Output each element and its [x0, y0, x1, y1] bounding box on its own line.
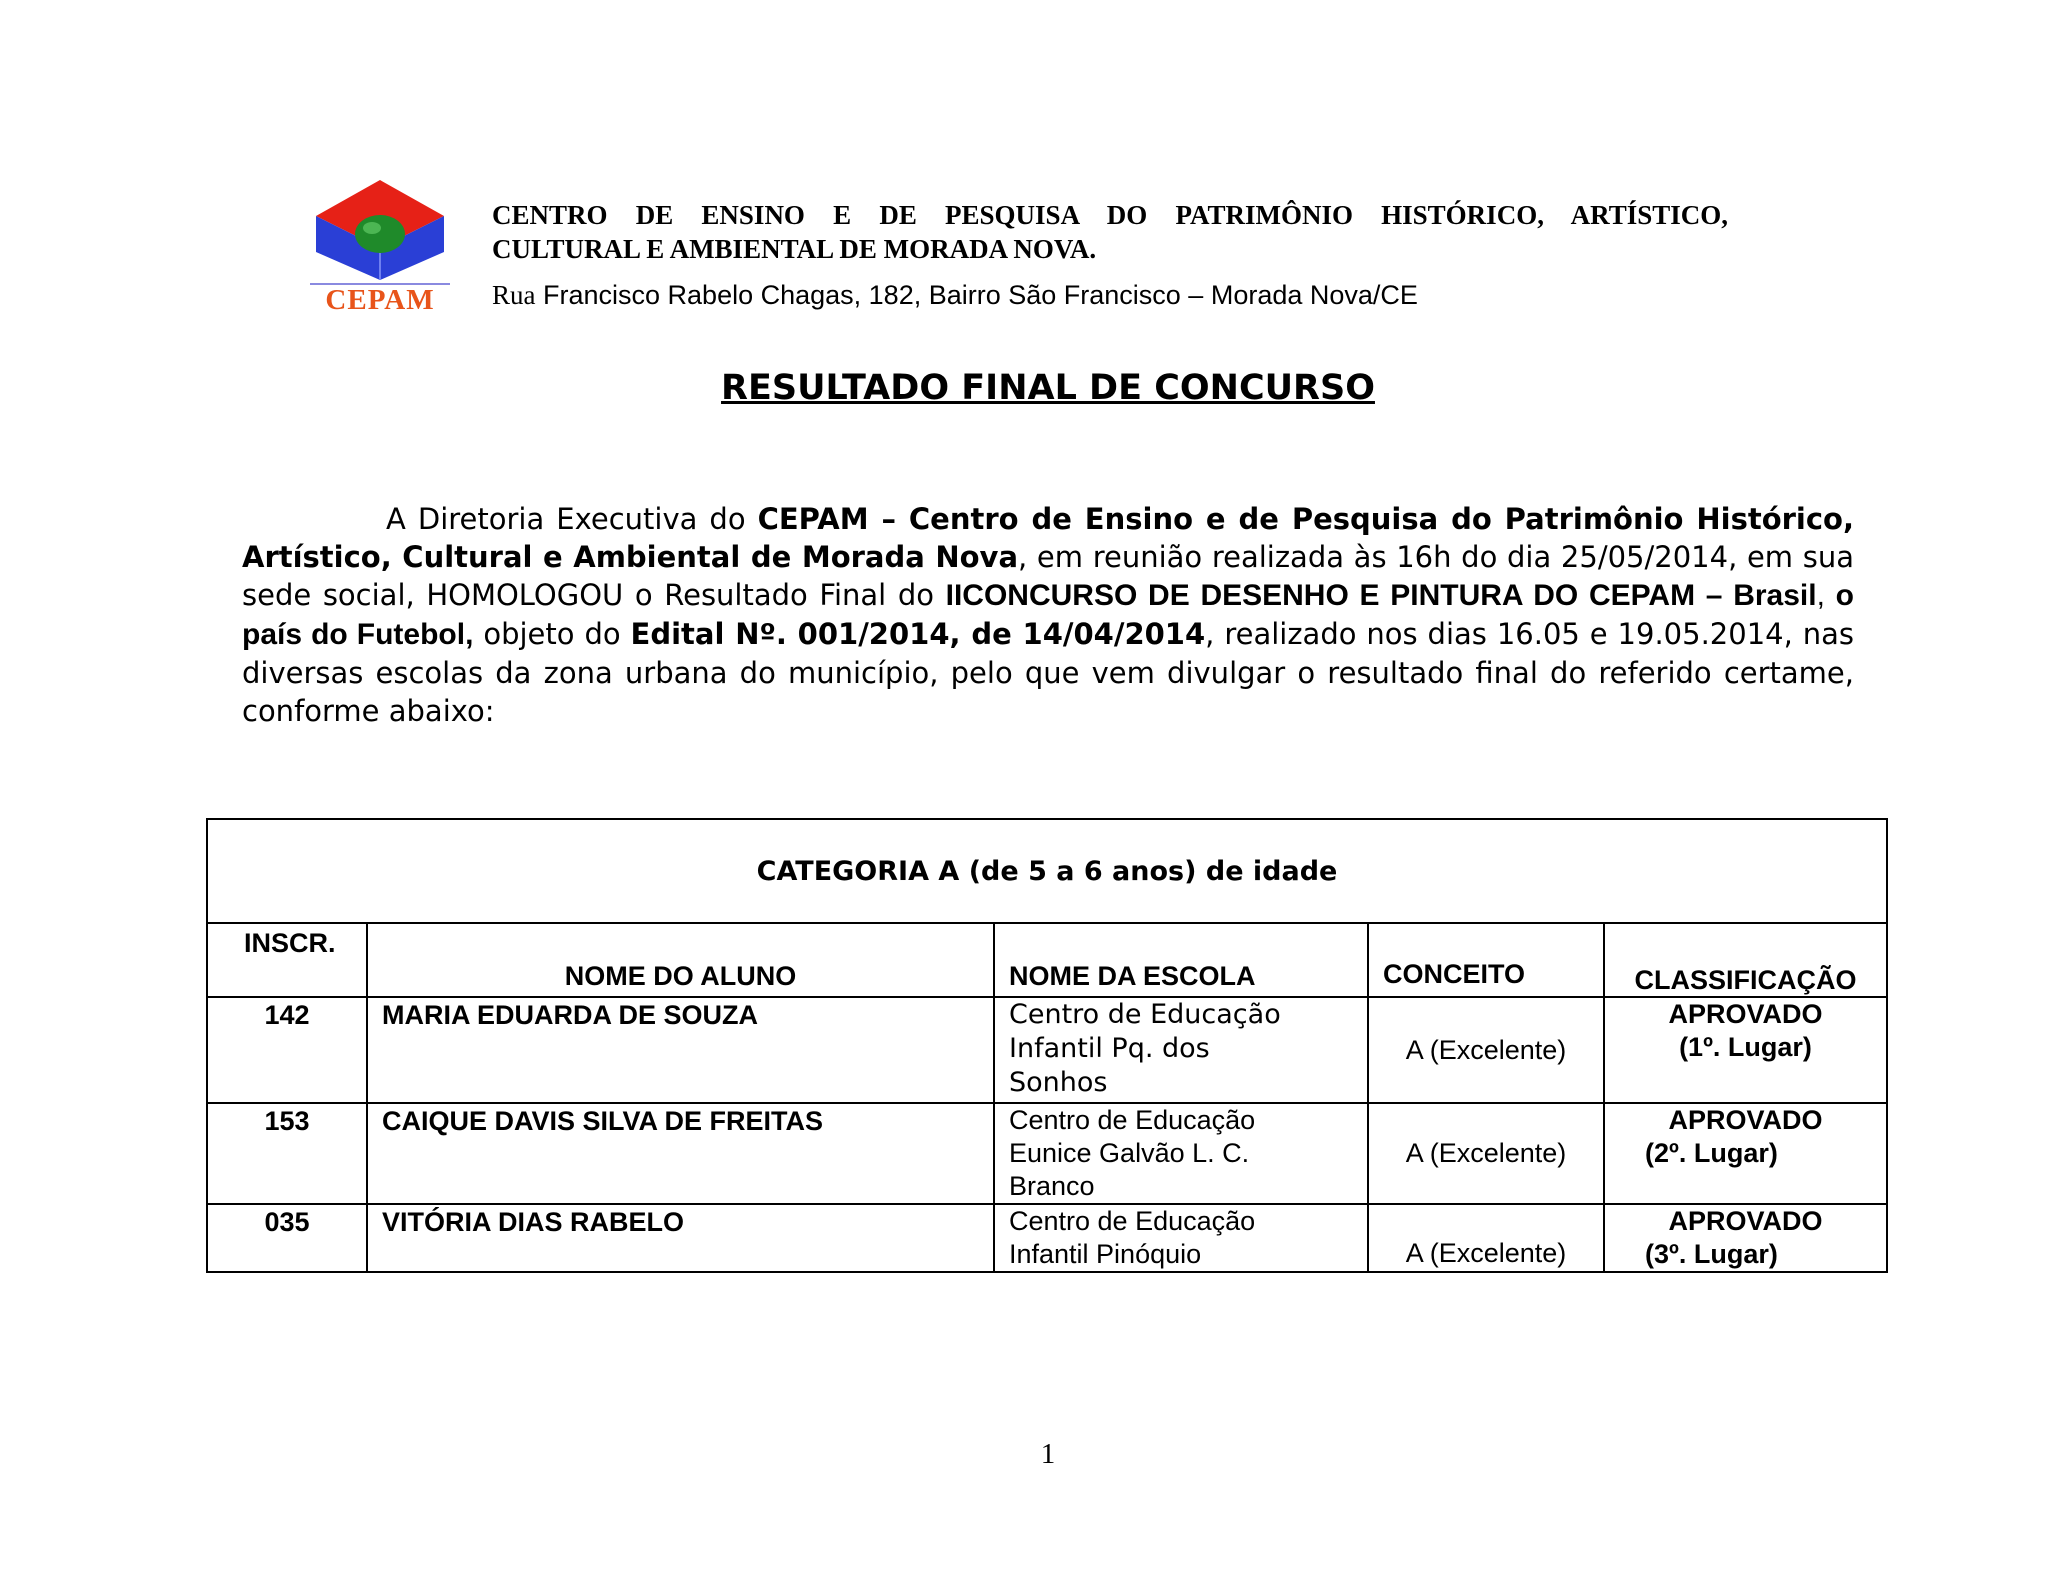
- cell-classificacao: [1604, 1204, 1887, 1272]
- table-row: [207, 1204, 1887, 1272]
- cell-inscr: 142: [207, 997, 367, 1103]
- category-title: CATEGORIA A (de 5 a 6 anos) de idade: [207, 819, 1887, 923]
- escola-line: Eunice Galvão L. C.: [1009, 1138, 1250, 1168]
- header-nome-escola: NOME DA ESCOLA: [994, 923, 1368, 997]
- cell-inscr: 035: [207, 1204, 367, 1272]
- result-status: APROVADO: [1668, 1206, 1823, 1236]
- cell-classificacao: [1604, 1103, 1887, 1204]
- escola-line: Centro de Educação: [1009, 999, 1281, 1030]
- org-name-line2: CULTURAL E AMBIENTAL DE MORADA NOVA.: [492, 234, 1097, 264]
- intro-paragraph: [242, 500, 1854, 730]
- logo-emblem-icon: [306, 176, 454, 286]
- header-conceito: CONCEITO: [1368, 923, 1604, 997]
- intro-text-4: , realizado nos dias 16.05 e 19.05.2014, nas diversas escolas da zona urbana do município, pelo que vem divulgar o resultado final do referido certame, conforme abaixo:: [242, 617, 1854, 728]
- result-status: APROVADO: [1668, 1105, 1823, 1135]
- cell-nome-aluno: VITÓRIA DIAS RABELO: [367, 1204, 994, 1272]
- cell-nome-escola: [994, 1103, 1368, 1204]
- header-classificacao: CLASSIFICAÇÃO: [1604, 923, 1887, 997]
- cell-conceito: A (Excelente): [1368, 1103, 1604, 1204]
- cell-nome-escola: [994, 997, 1368, 1103]
- cepam-logo: [306, 176, 454, 316]
- header-inscr: INSCR.: [207, 923, 367, 997]
- result-place: (2º. Lugar): [1645, 1138, 1778, 1168]
- results-table: [206, 818, 1888, 1273]
- intro-contest-name: IICONCURSO DE DESENHO E PINTURA DO CEPAM – Brasil: [945, 579, 1817, 612]
- cell-nome-escola: [994, 1204, 1368, 1272]
- escola-line: Branco: [1009, 1171, 1095, 1201]
- table-row: [207, 997, 1887, 1103]
- organization-address: [492, 280, 1418, 311]
- result-place: (3º. Lugar): [1645, 1239, 1778, 1269]
- escola-line: Centro de Educação: [1009, 1105, 1256, 1135]
- intro-text-2: , em reunião realizada às 16h do dia 25/05/2014, em sua sede social, HOMOLOGOU o Resultado Final do: [242, 540, 1854, 612]
- escola-line: Infantil Pinóquio: [1009, 1239, 1202, 1269]
- cell-nome-aluno: MARIA EDUARDA DE SOUZA: [367, 997, 994, 1103]
- cell-inscr: 153: [207, 1103, 367, 1204]
- escola-line: Centro de Educação: [1009, 1206, 1256, 1236]
- intro-text-1: A Diretoria Executiva do: [386, 502, 758, 536]
- table-row: [207, 1103, 1887, 1204]
- header-nome-aluno: NOME DO ALUNO: [367, 923, 994, 997]
- cell-conceito: A (Excelente): [1368, 1204, 1604, 1272]
- intro-org-name: CEPAM – Centro de Ensino e de Pesquisa do Patrimônio Histórico, Artístico, Cultural e Ambiental de Morada Nova: [242, 502, 1854, 574]
- result-status: APROVADO: [1668, 999, 1823, 1029]
- result-place: (1º. Lugar): [1679, 1032, 1812, 1062]
- address-prefix: Rua: [492, 280, 536, 310]
- intro-contest-comma: ,: [1816, 579, 1825, 612]
- cell-classificacao: [1604, 997, 1887, 1103]
- cell-conceito: A (Excelente): [1368, 997, 1604, 1103]
- escola-line: Sonhos: [1009, 1067, 1108, 1098]
- intro-text-3: objeto do: [473, 617, 631, 651]
- table-header-row: [207, 923, 1887, 997]
- org-name-line1: CENTRO DE ENSINO E DE PESQUISA DO PATRIMÔNIO HISTÓRICO, ARTÍSTICO,: [492, 200, 1728, 230]
- address-text: Francisco Rabelo Chagas, 182, Bairro São Francisco – Morada Nova/CE: [535, 280, 1418, 310]
- intro-contest-theme: o país do Futebol,: [242, 579, 1854, 651]
- logo-text: CEPAM: [325, 284, 435, 316]
- page-number: 1: [1040, 1438, 1056, 1470]
- cell-nome-aluno: CAIQUE DAVIS SILVA DE FREITAS: [367, 1103, 994, 1204]
- escola-line: Infantil Pq. dos: [1009, 1033, 1210, 1064]
- document-title: RESULTADO FINAL DE CONCURSO: [721, 368, 1375, 408]
- intro-edital: Edital Nº. 001/2014, de 14/04/2014: [630, 617, 1206, 651]
- organization-name: [492, 198, 1728, 266]
